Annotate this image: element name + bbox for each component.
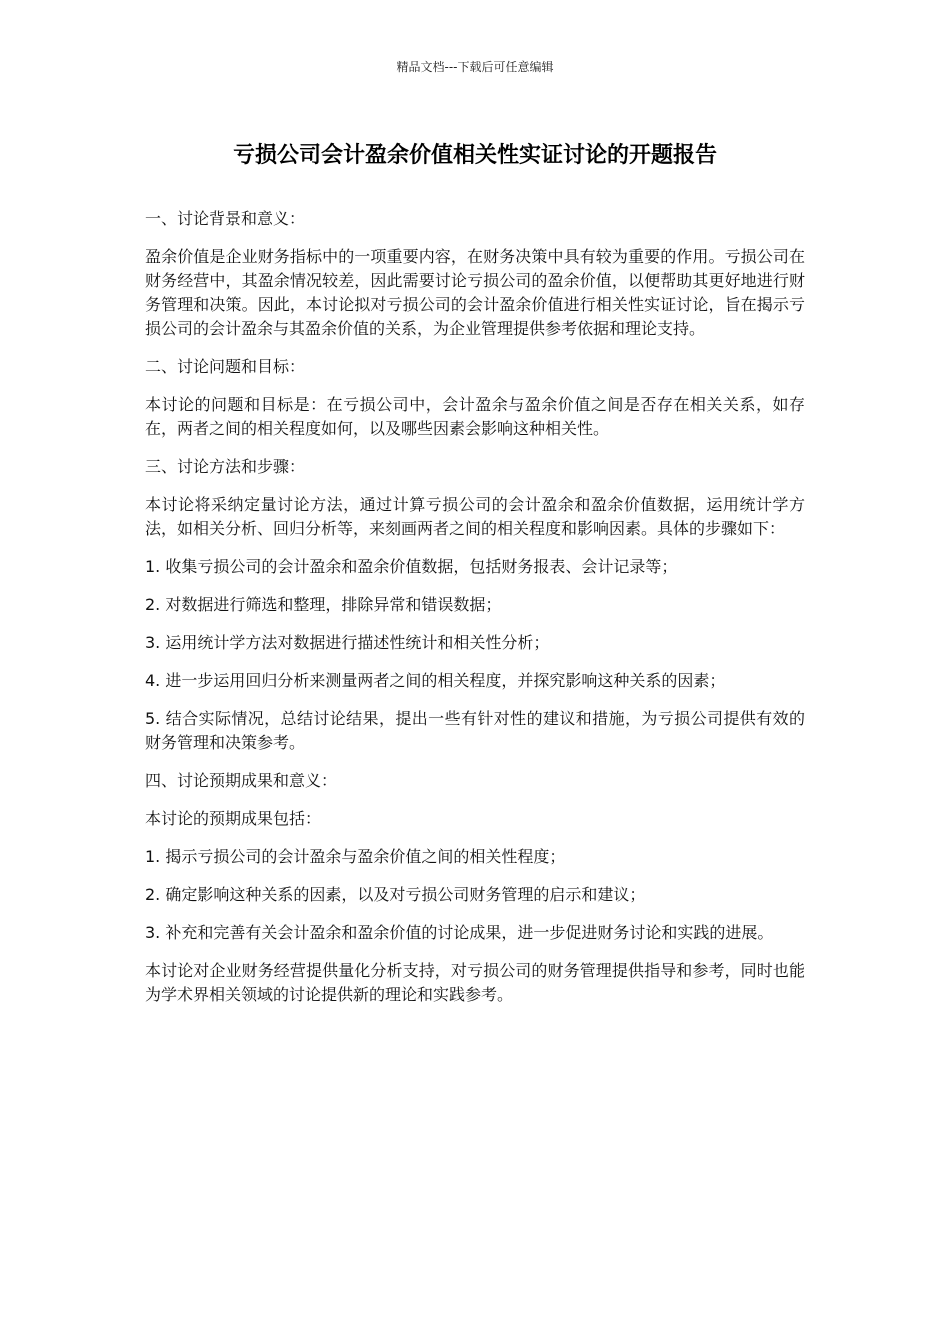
paragraph-background: 盈余价值是企业财务指标中的一项重要内容，在财务决策中具有较为重要的作用。亏损公司在财务经营中，其盈余情况较差，因此需要讨论亏损公司的盈余价值，以便帮助其更好地进行财务管理和决策。因此，本讨论拟对亏损公司的会计盈余价值进行相关性实证讨论，旨在揭示亏损公司的会计盈余与其盈余价值的关系，为企业管理提供参考依据和理论支持。 — [145, 247, 805, 338]
paragraph-conclusion: 本讨论对企业财务经营提供量化分析支持，对亏损公司的财务管理提供指导和参考，同时也能为学术界相关领域的讨论提供新的理论和实践参考。 — [145, 961, 805, 1004]
method-step-2: 2. 对数据进行筛选和整理，排除异常和错误数据； — [145, 595, 502, 614]
outcome-item-2: 2. 确定影响这种关系的因素，以及对亏损公司财务管理的启示和建议； — [145, 885, 646, 904]
section-heading-method: 三、讨论方法和步骤： — [145, 457, 306, 476]
method-step-3: 3. 运用统计学方法对数据进行描述性统计和相关性分析； — [145, 633, 550, 652]
outcome-item-3: 3. 补充和完善有关会计盈余和盈余价值的讨论成果，进一步促进财务讨论和实践的进展。 — [145, 923, 774, 942]
method-step-4: 4. 进一步运用回归分析来测量两者之间的相关程度，并探究影响这种关系的因素； — [145, 671, 726, 690]
paragraph-problem: 本讨论的问题和目标是：在亏损公司中，会计盈余与盈余价值之间是否存在相关关系，如存在，两者之间的相关程度如何，以及哪些因素会影响这种相关性。 — [145, 395, 805, 438]
document-body — [145, 207, 805, 1021]
document-title: 亏损公司会计盈余价值相关性实证讨论的开题报告 — [232, 143, 717, 168]
method-step-1: 1. 收集亏损公司的会计盈余和盈余价值数据，包括财务报表、会计记录等； — [145, 557, 678, 576]
section-heading-problem: 二、讨论问题和目标： — [145, 357, 306, 376]
paragraph-method: 本讨论将采纳定量讨论方法，通过计算亏损公司的会计盈余和盈余价值数据，运用统计学方法，如相关分析、回归分析等，来刻画两者之间的相关程度和影响因素。具体的步骤如下： — [145, 495, 805, 538]
outcome-item-1: 1. 揭示亏损公司的会计盈余与盈余价值之间的相关性程度； — [145, 847, 566, 866]
header-note: 精品文档---下载后可任意编辑 — [396, 60, 554, 74]
paragraph-outcomes-intro: 本讨论的预期成果包括： — [145, 809, 322, 828]
section-heading-outcomes: 四、讨论预期成果和意义： — [145, 771, 338, 790]
section-heading-background: 一、讨论背景和意义： — [145, 209, 306, 228]
method-step-5: 5. 结合实际情况，总结讨论结果，提出一些有针对性的建议和措施，为亏损公司提供有效的财务管理和决策参考。 — [145, 709, 805, 752]
